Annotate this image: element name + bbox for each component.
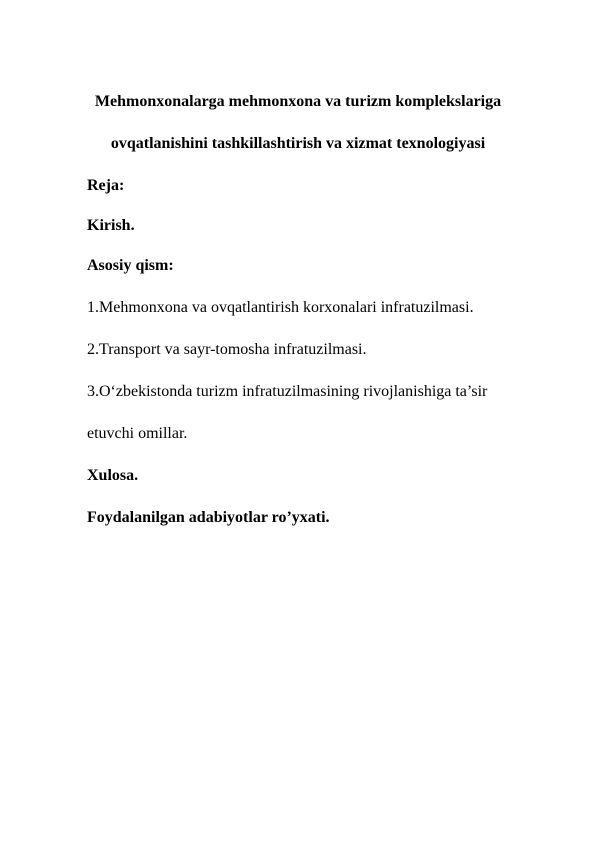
plan-item-3-continued: etuvchi omillar. [87, 425, 188, 442]
document-title-line-2: ovqatlanishini tashkillashtirish va xizmat texnologiyasi [110, 135, 486, 152]
plan-item-3: 3.O‘zbekistonda turizm infratuzilmasining rivojlanishiga ta’sir [87, 383, 488, 400]
references-item: Foydalanilgan adabiyotlar ro’yxati. [87, 509, 330, 526]
plan-heading: Reja: [87, 177, 125, 194]
plan-item-1: 1.Mehmonxona va ovqatlantirish korxonalari infratuzilmasi. [87, 299, 474, 316]
intro-item: Kirish. [87, 217, 135, 234]
plan-item-2: 2.Transport va sayr-tomosha infratuzilmasi. [87, 341, 367, 358]
document-title-line-1: Mehmonxonalarga mehmonxona va turizm komplekslariga [94, 93, 502, 110]
main-part-heading: Asosiy qism: [87, 257, 174, 274]
conclusion-item: Xulosa. [87, 467, 139, 484]
